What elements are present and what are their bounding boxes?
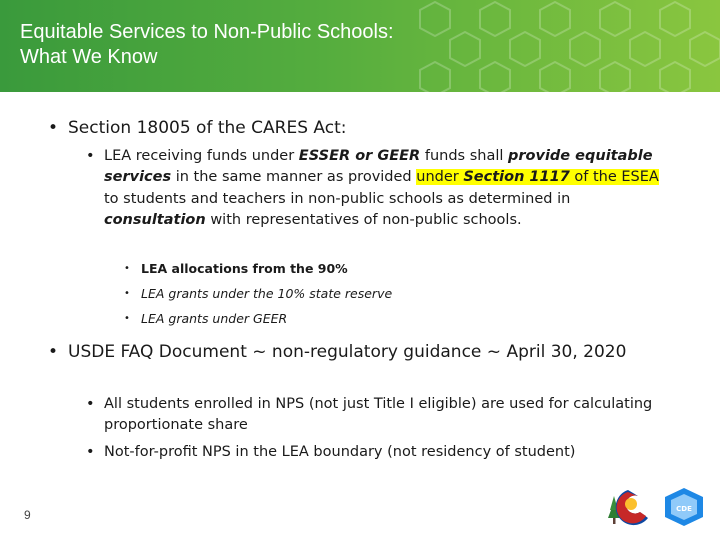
slide-content bbox=[0, 92, 720, 492]
title-line-2: What We Know bbox=[20, 46, 158, 68]
bullet-glyph: • bbox=[124, 288, 130, 299]
bullet-glyph: • bbox=[48, 118, 59, 138]
bullet-glyph: • bbox=[86, 148, 95, 164]
colorado-logos bbox=[598, 480, 712, 532]
subbullet-state-reserve: LEA grants under the 10% state reserve bbox=[141, 286, 393, 301]
subbullet-not-for-profit: Not-for-profit NPS in the LEA boundary (not residency of student) bbox=[104, 444, 576, 460]
text-run: funds shall bbox=[420, 148, 508, 164]
bullet-glyph: • bbox=[48, 342, 59, 362]
highlight-section-1117: Section 1117 bbox=[463, 169, 570, 186]
bullet-glyph: • bbox=[86, 396, 95, 412]
bullet-section-18005: Section 18005 of the CARES Act: bbox=[68, 118, 347, 138]
title-line-1: Equitable Services to Non-Public Schools: bbox=[20, 21, 394, 43]
bullet-glyph: • bbox=[124, 313, 130, 324]
cde-logo-icon bbox=[665, 488, 703, 526]
highlight-under: under bbox=[416, 169, 464, 186]
text-provide-equitable-services: provide equitable services bbox=[104, 148, 653, 186]
subbullet-lea-allocations: LEA allocations from the 90% bbox=[141, 261, 348, 276]
text-run: LEA receiving funds under bbox=[104, 148, 299, 164]
highlight-of-the-esea: of the ESEA bbox=[569, 169, 659, 186]
title-bar bbox=[0, 0, 720, 92]
colorado-state-logo-icon bbox=[608, 490, 648, 525]
bullet-glyph: • bbox=[124, 263, 130, 274]
text-run: with representatives of non-public schools. bbox=[205, 211, 522, 228]
subbullet-geer-grants: LEA grants under GEER bbox=[141, 311, 288, 326]
text-esser-geer: ESSER or GEER bbox=[298, 148, 421, 164]
subbullet-all-students: All students enrolled in NPS (not just Title I eligible) are used for calculating proportionate share bbox=[104, 396, 653, 434]
cde-logo-text: CDE bbox=[676, 505, 692, 513]
text-consultation: consultation bbox=[104, 211, 206, 228]
slide-title bbox=[20, 20, 540, 70]
text-run: in the same manner as provided bbox=[171, 169, 417, 186]
text-run: to students and teachers in non-public schools as determined in bbox=[104, 190, 571, 207]
slide-number: 9 bbox=[24, 508, 31, 522]
bullet-usde-faq: USDE FAQ Document ~ non-regulatory guidance ~ April 30, 2020 bbox=[68, 342, 627, 362]
bullet-lea-receiving-funds bbox=[104, 146, 664, 231]
bullet-glyph: • bbox=[86, 444, 95, 460]
